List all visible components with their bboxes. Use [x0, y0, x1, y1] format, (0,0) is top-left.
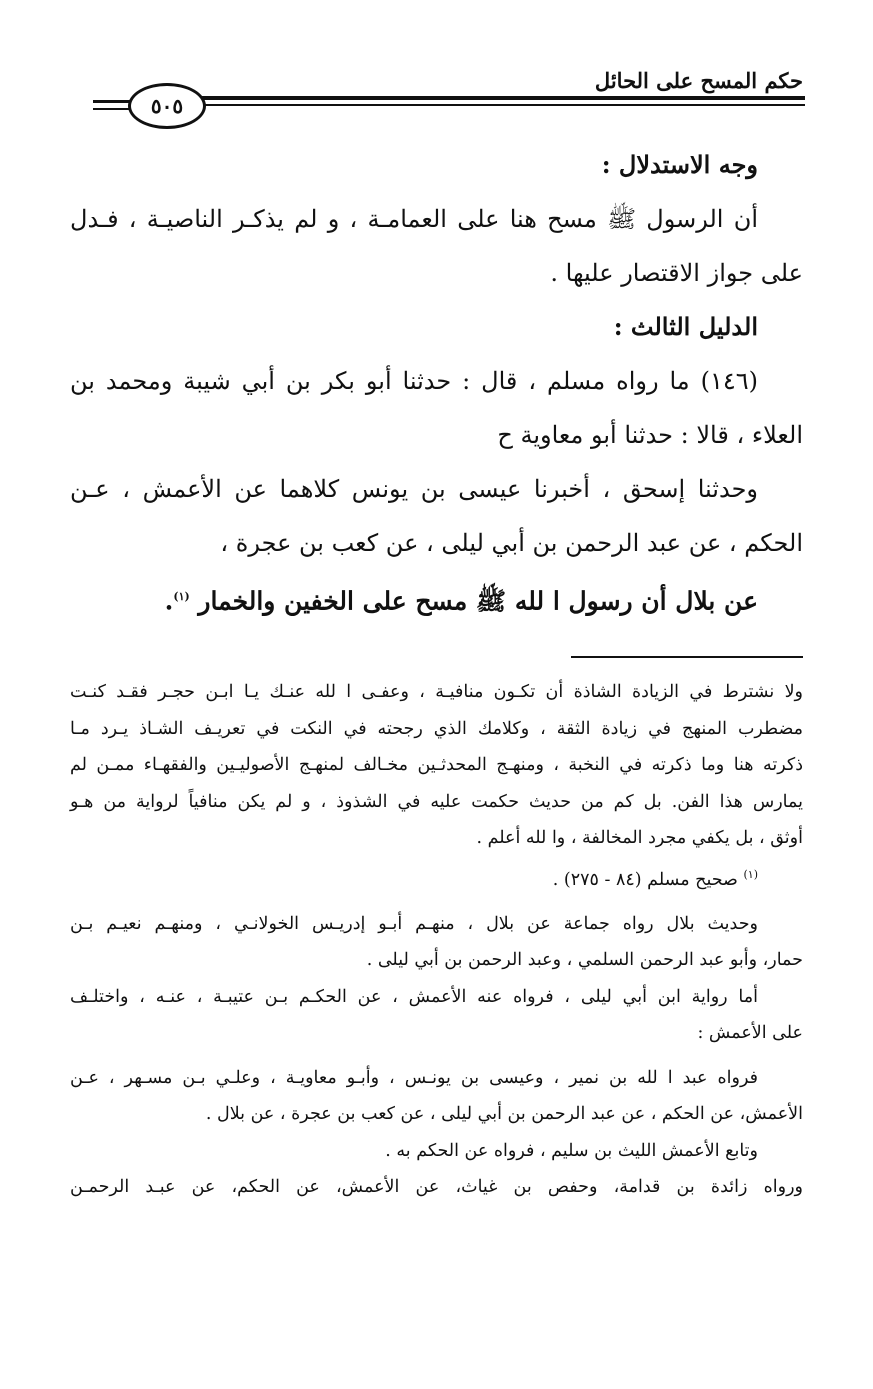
- end-period: .: [164, 586, 174, 616]
- footnote-line: أما رواية ابن أبي ليلى ، فرواه عنه الأعمش ، عن الحكـم بـن عتيبـة ، عنـه ، واختلـف: [70, 986, 758, 1007]
- hadith-text-body: عن بلال أن رسول ا لله ﷺ مسح على الخفين والخمار: [198, 586, 758, 616]
- header-rule-left: [93, 100, 133, 103]
- footnote-line: أوثق ، بل يكفي مجرد المخالفة ، وا لله أعلم .: [476, 828, 803, 848]
- footnote-line: وحديث بلال رواه جماعة عن بلال ، منهـم أبـو إدريـس الخولانـي ، ومنهـم نعيـم بـن: [70, 913, 758, 934]
- header-rule-left-thin: [93, 108, 133, 110]
- footnote-source: [70, 857, 803, 898]
- header-rule-thick: [195, 96, 805, 100]
- footnote-line: مضطرب المنهج في زيادة الثقة ، وكلامك الذي رجحته في النكت في تعريـف الشـاذ يـرد مـا: [70, 718, 803, 739]
- header-rule-thin: [195, 104, 805, 106]
- footnote-line: وتابع الأعمش الليث بن سليم ، فرواه عن الحكم به .: [385, 1140, 758, 1161]
- text-line: وحدثنا إسحق ، أخبرنا عيسى بن يونس كلاهما عن الأعمش ، عـن: [70, 475, 758, 503]
- footnote-line: ذكرته هنا وما ذكرته في النخبة ، ومنهـج المحدثـين مخـالف لمنهـج الأصوليـين والفقهـاء ممـن لم: [70, 755, 803, 775]
- footnote-separator: [571, 656, 803, 658]
- text-line: على جواز الاقتصار عليها .: [550, 259, 803, 287]
- footnote-line: يمارس هذا الفن. بل كم من حديث حكمت عليه في الشذوذ ، و لم يكن منافياً لرواية من هـو: [70, 791, 803, 812]
- footnote-line: على الأعمش :: [697, 1023, 803, 1044]
- page-number-text: ٥٠٥: [150, 94, 184, 118]
- main-text: [70, 138, 803, 628]
- text-line: الحكم ، عن عبد الرحمن بن أبي ليلى ، عن كعب بن عجرة ،: [220, 529, 803, 557]
- text-line: العلاء ، قالا : حدثنا أبو معاوية ح: [497, 421, 803, 449]
- footnote-line: فرواه عبد ا لله بن نمير ، وعيسى بن يونـس ، وأبـو معاويـة ، وعلـي بـن مسـهر ، عـن: [70, 1067, 758, 1088]
- text-line: أن الرسول ﷺ مسح هنا على العمامـة ، و لم يذكـر الناصيـة ، فـدل: [70, 205, 758, 233]
- footnotes: [70, 674, 803, 1206]
- hadith-intro-line: (١٤٦) ما رواه مسلم ، قال : حدثنا أبو بكر بن أبي شيبة ومحمد بن: [70, 367, 758, 395]
- footnote-source-text: صحيح مسلم (٨٤ - ٢٧٥) .: [552, 869, 738, 890]
- section-heading: الدليل الثالث :: [613, 312, 758, 341]
- footnote-line: الأعمش، عن الحكم ، عن عبد الرحمن بن أبي ليلى ، عن كعب بن عجرة ، عن بلال .: [205, 1104, 803, 1125]
- section-heading: وجه الاستدلال :: [601, 150, 758, 179]
- page-number: [128, 83, 206, 129]
- footnote-line: ورواه زائدة بن قدامة، وحفص بن غياث، عن الأعمش، عن الحكم، عن عبـد الرحمـن: [70, 1177, 803, 1198]
- footnote-line: حمار، وأبو عبد الرحمن السلمي ، وعبد الرحمن بن أبي ليلى .: [366, 950, 803, 971]
- footnote-line: ولا نشترط في الزيادة الشاذة أن تكـون منافيـة ، وعفـى ا لله عنـك يـا ابـن حجـر فقـد كنـت: [70, 682, 803, 702]
- footnote-marker: (١): [173, 590, 190, 603]
- hadith-text: [70, 570, 803, 628]
- running-title: حكم المسح على الحائل: [594, 68, 803, 93]
- footnote-number: (١): [743, 867, 758, 881]
